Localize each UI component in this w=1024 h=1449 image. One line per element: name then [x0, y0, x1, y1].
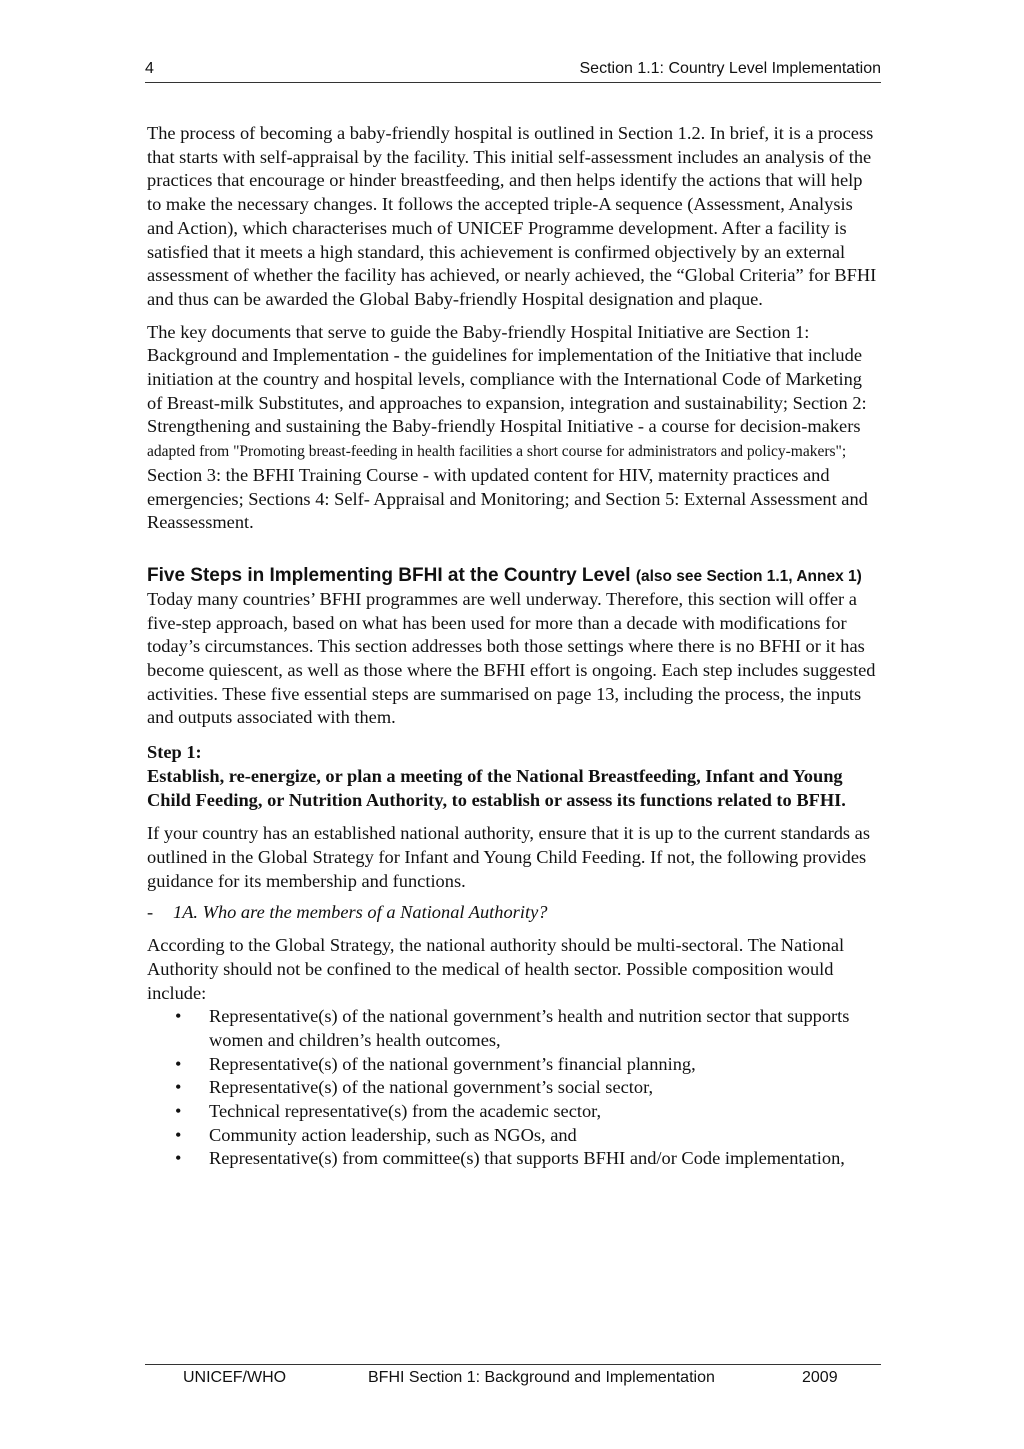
list-item — [147, 1053, 881, 1077]
list-item — [147, 1124, 881, 1148]
bullet-icon: • — [175, 1053, 182, 1074]
list-item — [147, 1100, 881, 1124]
section-title: Section 1.1: Country Level Implementation — [579, 60, 881, 77]
key-documents-source-note: adapted from "Promoting breast-feeding in health facilities a short course for administrators and policy-makers"; — [147, 443, 847, 461]
section-heading — [147, 565, 881, 588]
paragraph-key-documents — [147, 321, 881, 535]
heading-annex-reference: (also see Section 1.1, Annex 1) — [635, 567, 862, 585]
footer-divider — [145, 1364, 881, 1365]
step-description: Establish, re-energize, or plan a meeting of the National Breastfeeding, Infant and Young Child Feeding, or Nutrition Authority, to establish or assess its functions related to BFHI. — [147, 765, 846, 810]
bullet-icon: • — [175, 1148, 182, 1169]
key-documents-text-a: The key documents that serve to guide the Baby-friendly Hospital Initiative are Section 1: Background and Implementation - the guidelines for implementation of the Initiative that include initiation at the country and hospital levels, compliance with the International Code of Marketing of Breast-milk Substitutes, and approaches to expansion, integration and sustainability; Section 2: Strengthening and sustaining the Baby-friendly Hospital Initiative - a course for decision-makers — [147, 321, 867, 437]
document-body — [147, 122, 881, 1171]
question-text: 1A. Who are the members of a National Authority? — [173, 902, 548, 923]
membership-list — [147, 1005, 881, 1171]
list-item — [147, 1147, 881, 1171]
bullet-icon: • — [175, 1101, 182, 1122]
bullet-icon: • — [175, 1124, 182, 1145]
list-item-text: Representative(s) of the national government’s financial planning, — [209, 1053, 696, 1074]
paragraph-process: The process of becoming a baby-friendly hospital is outlined in Section 1.2. In brief, it is a process that starts with self-appraisal by the facility. This initial self-assessment includes an analysis of the practices that encourage or hinder breastfeeding, and then helps identify the actions that will help to make the necessary changes. It follows the accepted triple-A sequence (Assessment, Analysis and Action), which characterises much of UNICEF Programme development. After a facility is satisfied that it meets a high standard, this achievement is confirmed objectively by an external assessment of whether the facility has achieved, or nearly achieved, the “Global Criteria” for BFHI and thus can be awarded the Global Baby-friendly Hospital designation and plaque. — [147, 123, 877, 309]
question-dash: - — [147, 902, 154, 923]
paragraph-national-authority: If your country has an established national authority, ensure that it is up to the current standards as outlined in the Global Strategy for Infant and Young Child Feeding. If not, the following provides guidance for its membership and functions. — [147, 823, 870, 891]
footer-organization: UNICEF/WHO — [183, 1369, 287, 1386]
list-item-text: Representative(s) of the national government’s health and nutrition sector that supports women and children’s health outcomes, — [209, 1006, 850, 1050]
heading-main: Five Steps in Implementing BFHI at the Country Level — [147, 564, 631, 586]
page-header — [145, 60, 881, 84]
paragraph-five-steps: Today many countries’ BFHI programmes are well underway. Therefore, this section will offer a five-step approach, based on what has been used for more than a decade with modifications for today’s circumstances. This section addresses both those settings where there is no BFHI or it has become quiescent, as well as those where the BFHI effort is ongoing. Each step includes suggested activities. These five essential steps are summarised on page 13, including the process, the inputs and outputs associated with them. — [147, 588, 876, 728]
key-documents-text-b: Section 3: the BFHI Training Course - with updated content for HIV, maternity practices and emergencies; Sections 4: Self- Appraisal and Monitoring; and Section 5: External Assessment and Reassessment. — [147, 464, 868, 533]
list-item-text: Technical representative(s) from the academic sector, — [209, 1101, 602, 1122]
paragraph-composition: According to the Global Strategy, the national authority should be multi-sectoral. The National Authority should not be confined to the medical of health sector. Possible composition would include: — [147, 935, 845, 1003]
list-item-text: Representative(s) of the national government’s social sector, — [209, 1077, 654, 1098]
bullet-icon: • — [175, 1077, 182, 1098]
page-number: 4 — [145, 60, 154, 77]
list-item-text: Representative(s) from committee(s) that supports BFHI and/or Code implementation, — [209, 1148, 845, 1169]
header-divider — [145, 82, 881, 83]
bullet-icon: • — [175, 1006, 182, 1027]
question-heading — [147, 901, 881, 925]
footer-year: 2009 — [802, 1369, 838, 1386]
footer-document-title: BFHI Section 1: Background and Implementation — [368, 1369, 715, 1386]
list-item-text: Community action leadership, such as NGOs, and — [209, 1124, 577, 1145]
list-item — [147, 1005, 881, 1052]
list-item — [147, 1076, 881, 1100]
step-title: Step 1: — [147, 742, 202, 763]
